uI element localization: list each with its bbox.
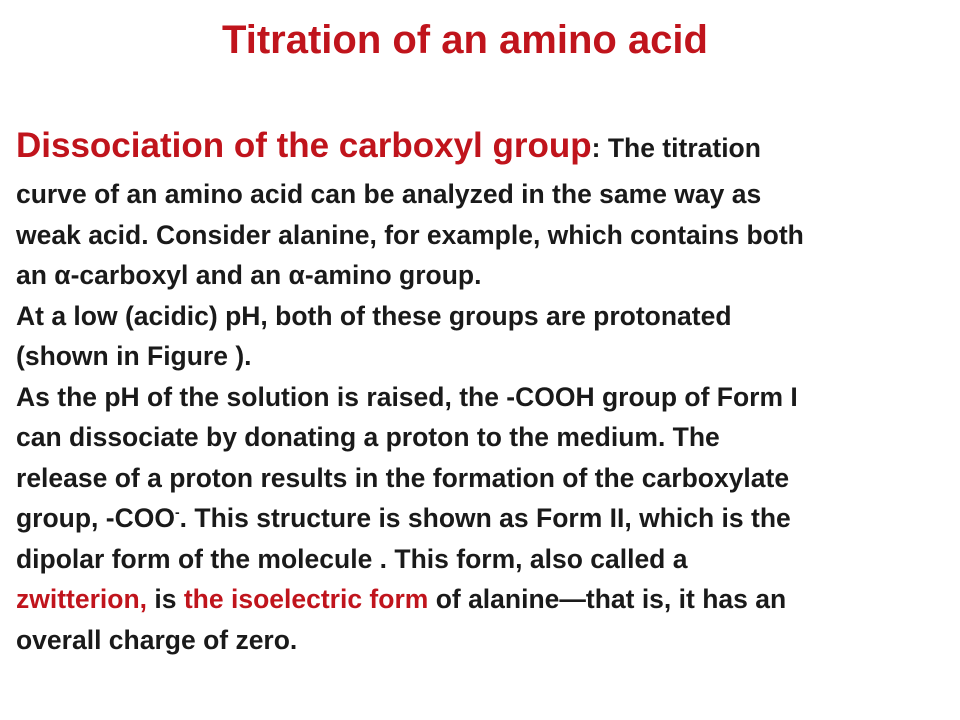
body-line-12: [16, 579, 946, 620]
body-line-7: As the pH of the solution is raised, the -COOH group of Form I: [16, 381, 798, 412]
body-line-3: weak acid. Consider alanine, for example, which contains both: [16, 219, 804, 250]
body-line-5: At a low (acidic) pH, both of these groups are protonated: [16, 300, 732, 331]
body-line-10-pre: group, -COO: [16, 503, 175, 533]
isoelectric-form-term: the isoelectric form: [183, 584, 429, 614]
charge-superscript: -: [174, 504, 180, 521]
body-line-12-post: of alanine—that is, it has an: [428, 584, 787, 614]
slide-title: Titration of an amino acid: [222, 18, 708, 62]
body-line-1: [16, 126, 946, 174]
body-line-11: dipolar form of the molecule . This form, also called a: [16, 543, 688, 574]
zwitterion-term: zwitterion,: [16, 584, 148, 614]
body-line-2: curve of an amino acid can be analyzed in the same way as: [16, 179, 762, 209]
body-line-13: overall charge of zero.: [16, 624, 298, 655]
body-line-6: (shown in Figure ).: [16, 341, 252, 371]
body-line-10: [16, 498, 946, 539]
slide-body: [16, 126, 946, 660]
body-line-10-post: . This structure is shown as Form II, which is the: [179, 503, 791, 533]
body-line-8: can dissociate by donating a proton to the medium. The: [16, 422, 720, 452]
body-line-9: release of a proton results in the formation of the carboxylate: [16, 462, 790, 493]
section-heading: Dissociation of the carboxyl group: [16, 126, 592, 165]
body-line-4: an α-carboxyl and an α-amino group.: [16, 260, 482, 290]
body-line-12-mid: is: [147, 584, 184, 614]
body-line-1-text: : The titration: [591, 133, 761, 163]
